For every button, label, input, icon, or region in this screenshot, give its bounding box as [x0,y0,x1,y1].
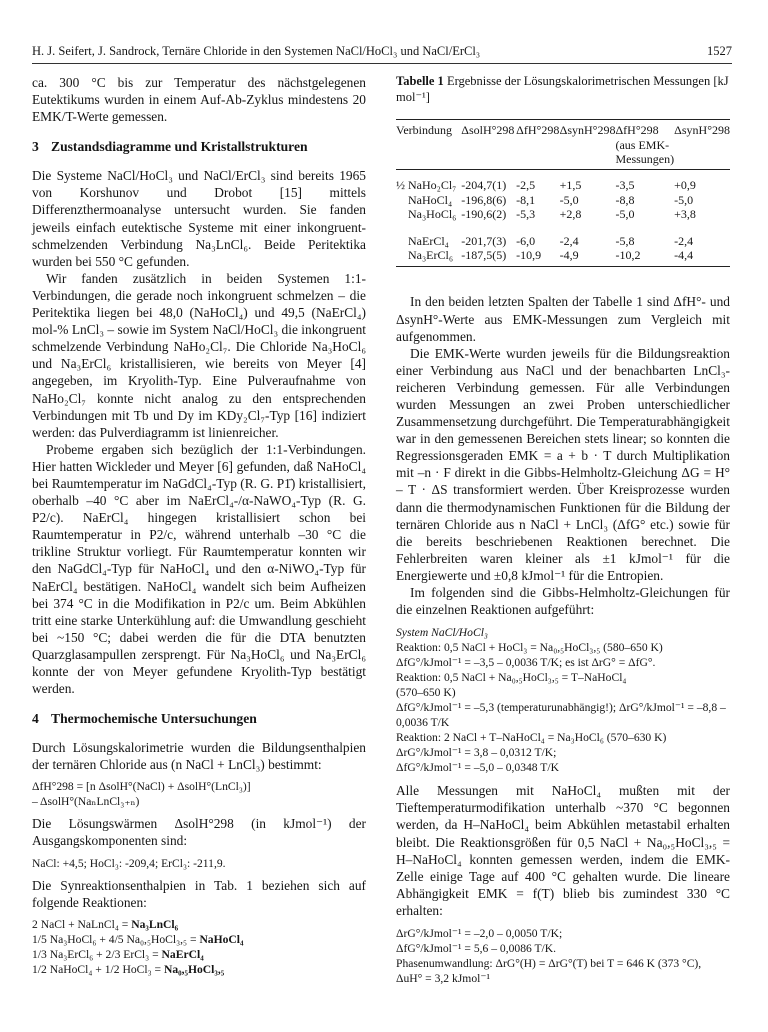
paragraph: Probeme ergaben sich bezüglich der 1:1-Verbindungen. Hier hatten Wickleder und Meyer [6] gefunden, daß NaHoCl₄ bei Raumtemperatur im NaGdCl₄-Typ (R. G. P1̄) kristallisiert, oberhalb –40 °C aber im NaErCl₄-/α-NaWO₄-Typ (R. G. P2/c). NaErCl₄ hingegen kristallisiert schon bei Raumtemperatur in P2/c, während unterhalb –30 °C die trikline Struktur vorliegt. Für Raumtemperatur konnten wir den NaGdCl₄-Typ für NaHoCl₄ und den α-NiWO₄-Typ für NaErCl₄ bestätigen. NaHoCl₄ wandelt sich beim Aufheizen bei 374 °C in die Modifikation in P2/c um. Beim Abkühlen tritt eine starke Unterkühlung auf: die Umwandlung geschieht bei ~150 °C; dabei werden die für die DTA benutzten Quarzglasampullen zersprengt. Für Na₃HoCl₆ und Na₃ErCl₆ konnte der von Meyer gefundene Kryolith-Typ bestätigt werden. [32,441,366,697]
table-row [396,207,730,221]
table-cell: +2,8 [559,207,582,222]
table-cell: -4,9 [560,248,616,267]
reaction-product: Na₃LnCl₆ [131,917,179,931]
equation-line: ΔfH°298 = [n ΔsolH°(NaCl) + ΔsolH°(LnCl₃)] [32,780,251,794]
table-header-cell: ΔfH°298 (aus EMK-Messungen) [615,120,674,170]
equation-line: Phasenumwandlung: ΔrG°(H) = ΔrG°(T) bei T = 646 K (373 °C), ΔuH° = 3,2 kJmol⁻¹ [396,956,702,985]
equation-line: ΔfG°/kJmol⁻¹ = –3,5 – 0,0036 T/K; es ist ΔrG° = ΔfG°. [396,656,656,670]
table-row [396,170,730,193]
table-cell: -2,5 [516,178,536,193]
table-cell: -6,0 [516,233,536,248]
equation-block [396,926,730,986]
table-cell: -4,4 [674,248,730,267]
table-row [396,248,730,267]
paragraph: Im folgenden sind die Gibbs-Helmholtz-Gleichungen für die einzelnen Reaktionen aufgeführt: [396,585,730,618]
equation-line: ΔfG°/kJmol⁻¹ = –5,0 – 0,0348 T/K [396,761,559,775]
equation-block [396,625,730,775]
equation-line: Reaktion: 2 NaCl + T–NaHoCl₄ = Na₃HoCl₆ (570–630 K) [396,731,667,745]
table-cell: -5,0 [615,207,635,222]
table-cell: Na₃ErCl₆ [396,248,461,267]
solution-values: NaCl: +4,5; HoCl₃: -209,4; ErCl₃: -211,9. [32,856,226,870]
table-cell: -2,4 [559,233,579,248]
paragraph: Die Lösungswärmen ΔsolH°298 (in kJmol⁻¹) der Ausgangskomponenten sind: [32,816,366,849]
table-cell: -8,1 [516,192,536,207]
table-cell: -5,3 [516,207,536,222]
table-cell: ½ NaHo₂Cl₇ [396,178,457,193]
table-cell: -3,5 [615,178,635,193]
reaction-line: 2 NaCl + NaLnCl₄ = Na₃LnCl₆ [32,917,179,931]
table-header-cell: ΔfH°298 [516,120,559,170]
reaction-line: 1/5 Na₃HoCl₆ + 4/5 Na₀,₅HoCl₃,₅ = NaHoCl₄ [32,932,244,946]
equation-line: ΔrG°/kJmol⁻¹ = 3,8 – 0,0312 T/K; [396,746,557,760]
paragraph: Durch Lösungskalorimetrie wurden die Bildungsenthalpien der ternären Chloride aus (n NaCl + LnCl₃) bestimmt: [32,740,366,773]
page-number: 1527 [707,44,732,58]
running-title: H. J. Seifert, J. Sandrock, Ternäre Chloride in den Systemen NaCl/HoCl₃ und NaCl/ErCl₃ [32,44,481,58]
table-caption-label: Tabelle 1 [396,74,444,88]
paragraph: ca. 300 °C bis zur Temperatur des nächstgelegenen Eutektikums wurden in einem Auf-Ab-Zyklus mindestens 20 EMK/T-Werte gemessen. [32,75,366,125]
equation-line: – ΔsolH°(NaₙLnCl₃₊ₙ) [32,795,140,809]
section-title: Zustandsdiagramme und Kristallstrukturen [51,139,308,155]
equation-line: ΔrG°/kJmol⁻¹ = –2,0 – 0,0050 T/K; [396,926,563,940]
table-cell: -204,7(1) [461,178,507,193]
table-cell: -187,5(5) [461,248,516,267]
reaction-list [32,917,366,977]
section-heading-4 [32,711,366,727]
reaction-line: 1/2 NaHoCl₄ + 1/2 HoCl₃ = Na₀,₅HoCl₃,₅ [32,962,225,976]
table-cell: -196,8(6) [461,192,507,207]
table-row [396,193,730,207]
reaction-product: NaHoCl₄ [199,932,244,946]
table-cell: +1,5 [559,178,582,193]
equation-line: (570–650 K) [396,686,456,700]
section-number: 4 [32,711,39,727]
paragraph: Die Synreaktionsenthalpien in Tab. 1 beziehen sich auf folgende Reaktionen: [32,877,366,910]
table-cell: -5,0 [674,192,694,207]
table-header-cell: ΔsynH°298 [560,120,616,170]
table-cell: +3,8 [674,207,696,222]
equation-line: Reaktion: 0,5 NaCl + Na₀,₅HoCl₃,₅ = T–NaHoCl₄ [396,671,627,685]
equation-line: Reaktion: 0,5 NaCl + HoCl₃ = Na₀,₅HoCl₃,₅ (580–650 K) [396,641,663,655]
equation-line: ΔfG°/kJmol⁻¹ = –5,3 (temperaturunabhängig!); ΔrG°/kJmol⁻¹ = –8,8 – 0,0036 T/K [396,701,726,730]
table-cell: -8,8 [615,192,635,207]
table-header-cell: Verbindung [396,120,461,170]
paragraph: Wir fanden zusätzlich in beiden Systemen 1:1-Verbindungen, die gerade noch inkongruent schmelzen – die Peritektika liegen bei 48,0 (NaHoCl₄) und 49,5 (NaErCl₄) mol-% LnCl₃ – sowie im System NaCl/HoCl₃ die inkongruent schmelzende Verbindung NaHo₂Cl₇. Die Chloride Na₃HoCl₆ und Na₃ErCl₆ kristallisieren, wie bereits von Meyer [4] angegeben, im Kryolith-Typ. Eine Pulveraufnahme von NaHo₂Cl₇ konnte nicht analog zu den entsprechenden Verbindungen mit Tb und Dy im KDy₂Cl₇-Typ [16] indiziert werden: das Pulverdiagramm ist linienreicher. [32,270,366,440]
table-cell: NaHoCl₄ [408,192,453,207]
results-table [396,119,730,267]
table-cell: -10,9 [516,248,559,267]
table-caption [396,74,730,105]
paragraph: In den beiden letzten Spalten der Tabelle 1 sind ΔfH°- und ΔsynH°-Werte aus EMK-Messungen zum Vergleich mit aufgenommen. [396,294,730,344]
section-heading-3 [32,139,366,155]
left-column [32,74,366,977]
table-cell: -10,2 [615,248,674,267]
reaction-product: Na₀,₅HoCl₃,₅ [163,962,225,976]
table-cell: Na₃HoCl₆ [408,207,457,222]
table-cell: -201,7(3) [461,233,507,248]
running-header [32,43,732,64]
right-column [396,74,730,986]
table-row [396,222,730,248]
paragraph: Alle Messungen mit NaHoCl₄ mußten mit der Tieftemperaturmodifikation unterhalb ~370 °C begonnen werden, da H–NaHoCl₄ beim Abkühlen metastabil erhalten bleibt. Die Reaktionsgrößen für 0,5 NaCl + Na₀,₅HoCl₃,₅ = H–NaHoCl₄ konnten gemessen werden, indem die EMK-Zelle einige Tage auf 400 °C gehalten wurde. Die lineare Abhängigkeit EMK = f(T) blieb bis zumindest 330 °C erhalten: [396,783,730,918]
table-cell: -2,4 [674,233,694,248]
paragraph: Die EMK-Werte wurden jeweils für die Bildungsreaktion einer Verbindung aus NaCl und der benachbarten LnCl₃-reicheren Verbindung gemessen. Für alle Verbindungen wurden Messungen an zwei Proben unterschiedlicher Zusammensetzung durchgeführt. Die Temperaturabhängigkeit war in den gemessenen Bereichen stets linear; so konnten die Regressionsgeraden EMK = a + b · T durch Multiplikation mit –n · F direkt in die Gibbs-Helmholtz-Gleichung ΔG = H° – T · ΔS transformiert werden. Über Kreisprozesse wurden dann die thermodynamischen Funktionen für die Bildung der ternären Chloride aus n NaCl + LnCl₃ (ΔfG° etc.) sowie für die bereits beschriebenen Reaktionen berechnet. Die Fehlerbreiten waren kleiner als ±1 kJmol⁻¹ für die Energiewerte und ±0,8 kJmol⁻¹ für die Entropien. [396,345,730,583]
table-cell: -190,6(2) [461,207,507,222]
table-cell: +0,9 [674,178,696,193]
table-header-row [396,120,730,170]
section-number: 3 [32,139,39,155]
table-header-cell: ΔsynH°298 [674,120,730,170]
table-cell: -5,8 [615,233,635,248]
table-cell: -5,0 [559,192,579,207]
table-cell: NaErCl₄ [408,233,449,248]
table-header-cell: ΔsolH°298 [461,120,516,170]
reaction-line: 1/3 Na₃ErCl₆ + 2/3 ErCl₃ = NaErCl₄ [32,947,204,961]
reaction-product: NaErCl₄ [161,947,204,961]
section-title: Thermochemische Untersuchungen [51,711,257,727]
system-label: System NaCl/HoCl₃ [396,626,488,640]
table-caption-text: Ergebnisse der Lösungskalorimetrischen Messungen [kJ mol⁻¹] [396,74,729,104]
paragraph: Die Systeme NaCl/HoCl₃ und NaCl/ErCl₃ sind bereits 1965 von Korshunov und Drobot [15] mittels Differenzthermoanalyse untersucht wurden. Sie fanden jeweils einfach eutektische Systeme mit einer inkongruent-schmelzenden Verbindung Na₃LnCl₆. Beide Peritektika wurden bei 550 °C gefunden. [32,168,366,269]
equation-line: ΔfG°/kJmol⁻¹ = 5,6 – 0,0086 T/K. [396,941,557,955]
